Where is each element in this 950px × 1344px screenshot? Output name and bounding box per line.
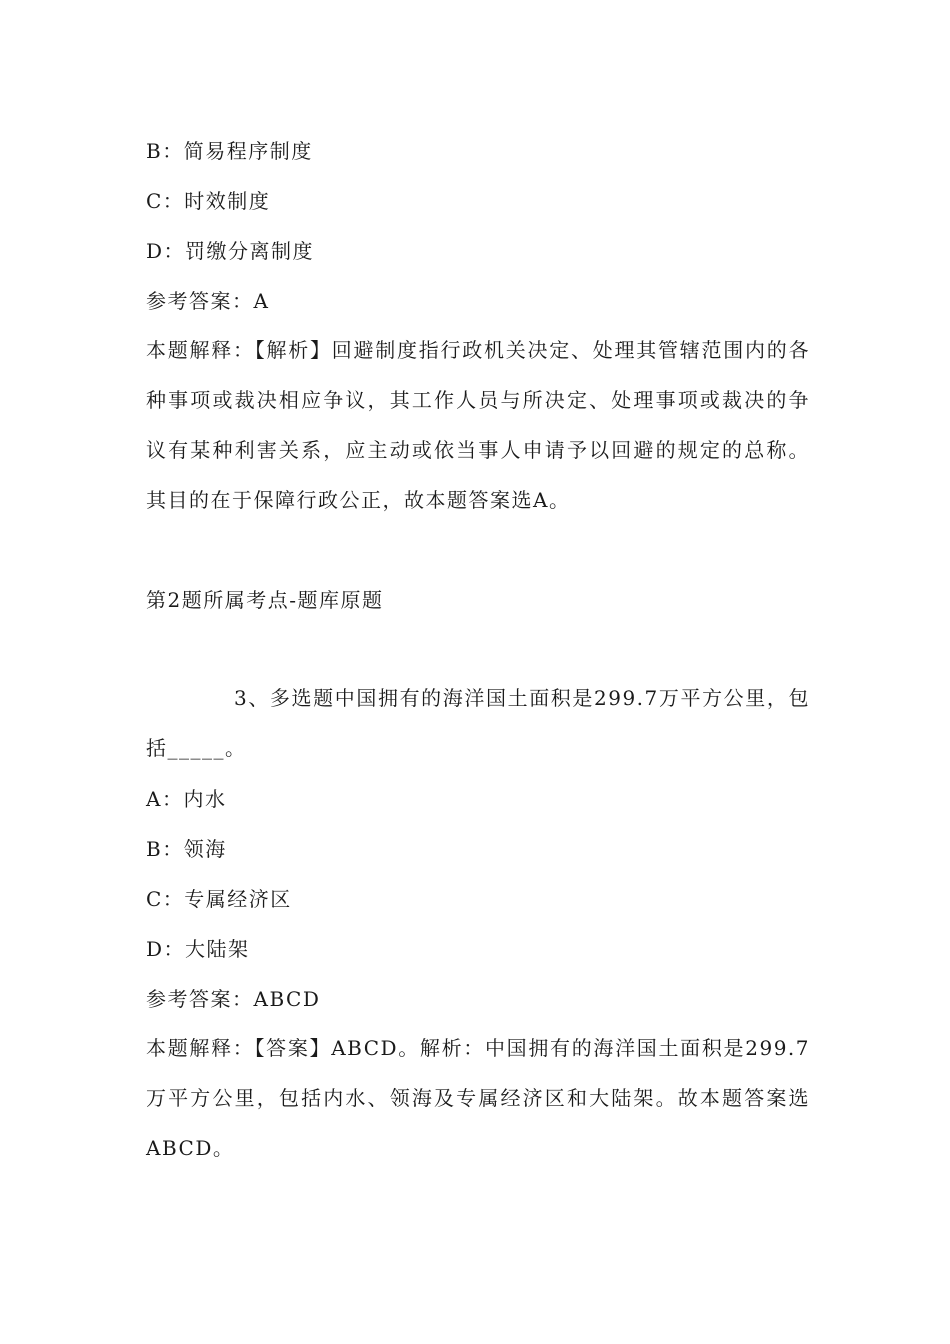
- q3-option-b: B：领海: [146, 837, 227, 861]
- q3-explanation: 本题解释：【答案】ABCD。解析：中国拥有的海洋国土面积是299.7万平方公里，包括内水、领海及专属经济区和大陆架。故本题答案选ABCD。: [146, 1036, 810, 1160]
- q3-option-a: A：内水: [146, 787, 227, 811]
- q3-option-c: C：专属经济区: [146, 887, 292, 911]
- q2-option-c: C：时效制度: [146, 189, 271, 213]
- q2-answer: 参考答案：A: [146, 289, 270, 313]
- q2-explanation: 本题解释：【解析】回避制度指行政机关决定、处理其管辖范围内的各种事项或裁决相应争议，其工作人员与所决定、处理事项或裁决的争议有某种利害关系，应主动或依当事人申请予以回避的规定的总称。其目的在于保障行政公正，故本题答案选A。: [146, 338, 810, 512]
- q2-option-d: D：罚缴分离制度: [146, 239, 315, 263]
- q3-answer: 参考答案：ABCD: [146, 987, 321, 1011]
- q3-option-d: D：大陆架: [146, 937, 250, 961]
- q3-stem: 3、多选题中国拥有的海洋国土面积是299.7万平方公里，包括_____。: [146, 686, 810, 760]
- q2-option-b: B：简易程序制度: [146, 139, 313, 163]
- q2-topic: 第2题所属考点-题库原题: [146, 588, 384, 612]
